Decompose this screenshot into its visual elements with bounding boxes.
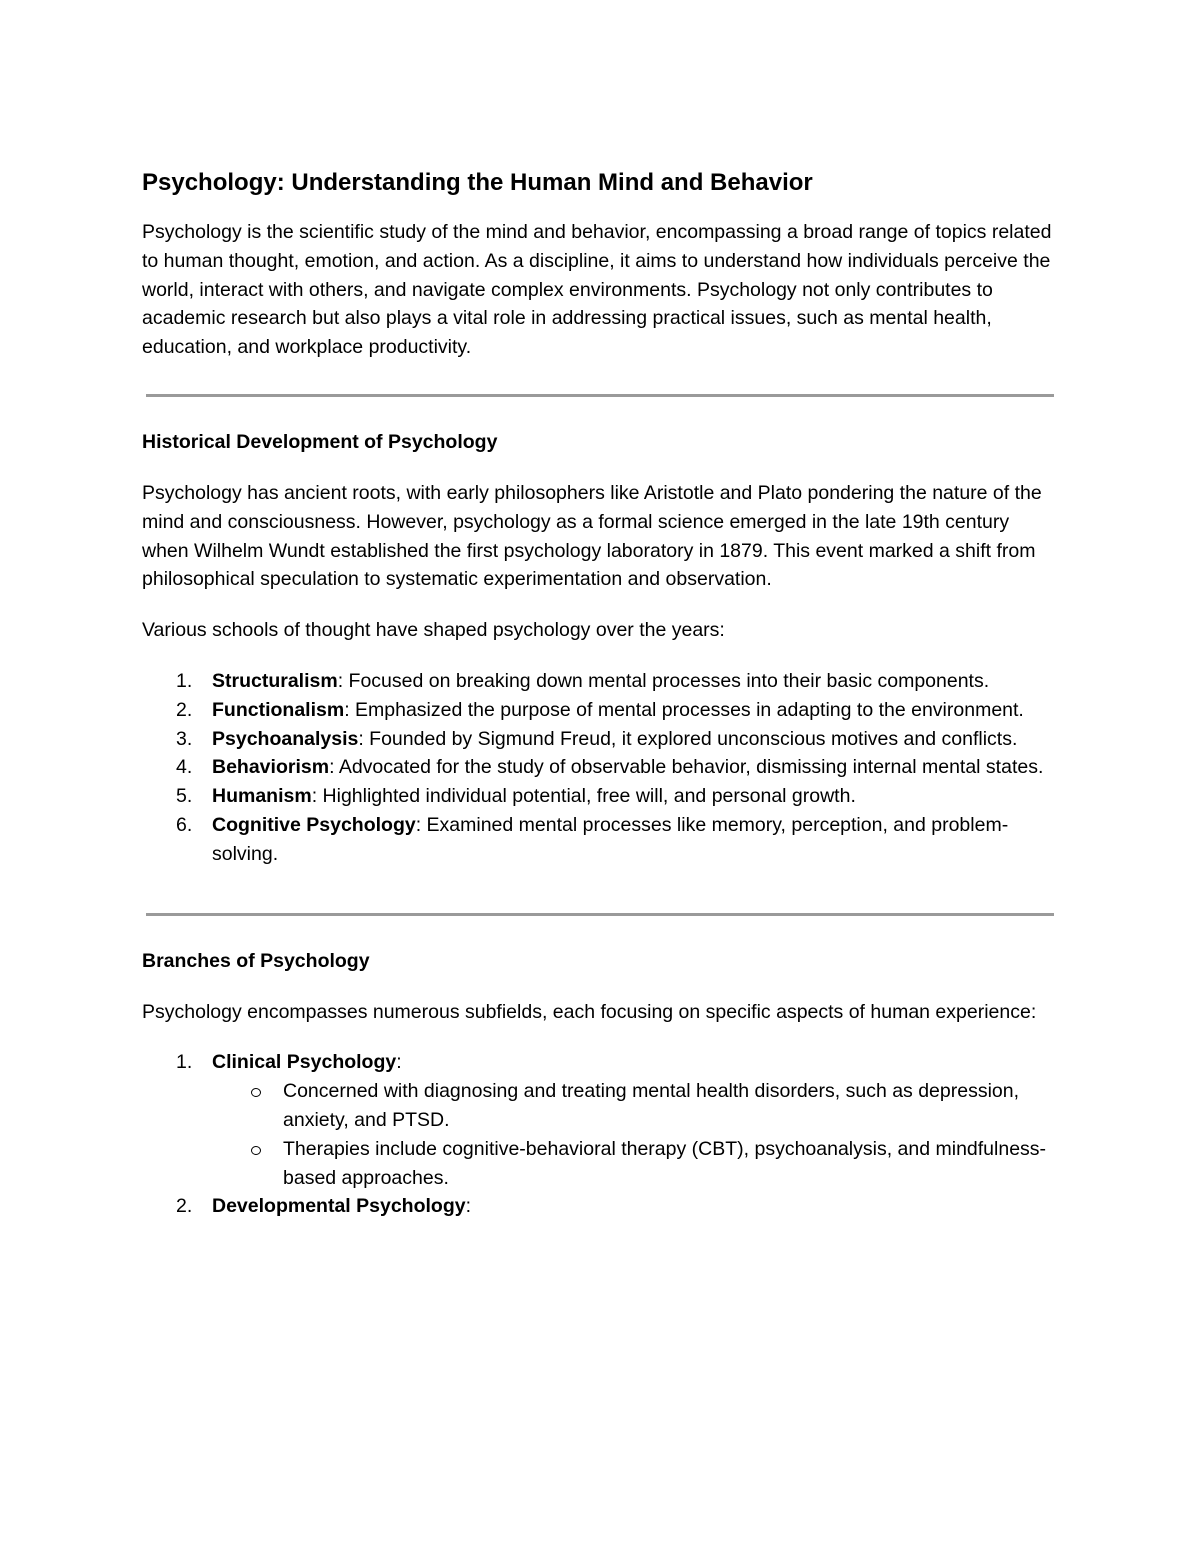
list-term: Developmental Psychology [212, 1195, 466, 1218]
section-divider [146, 394, 1054, 397]
list-item [142, 667, 1054, 696]
list-term: Humanism [212, 785, 312, 808]
section-divider [146, 913, 1054, 916]
list-text: : Advocated for the study of observable behavior, dismissing internal mental states. [329, 756, 1044, 779]
list-item [142, 811, 1054, 869]
sub-item-text: Therapies include cognitive-behavioral therapy (CBT), psychoanalysis, and mindfulness-based approaches. [283, 1137, 1047, 1189]
list-suffix: : [465, 1195, 471, 1218]
list-number: 3. [176, 727, 193, 750]
schools-intro: Various schools of thought have shaped psychology over the years: [142, 619, 725, 642]
hollow-bullet-icon [251, 1146, 261, 1155]
list-term: Functionalism [212, 698, 345, 721]
list-number: 4. [176, 756, 193, 779]
branches-list [142, 1048, 1054, 1221]
list-term: Structuralism [212, 669, 338, 692]
list-number: 2. [176, 698, 193, 721]
list-number: 2. [176, 1195, 193, 1218]
branches-heading: Branches of Psychology [142, 949, 370, 972]
list-item [142, 725, 1054, 754]
list-item [142, 753, 1054, 782]
list-text: : Emphasized the purpose of mental processes in adapting to the environment. [344, 698, 1024, 721]
list-item [142, 696, 1054, 725]
list-item [142, 1048, 1054, 1192]
list-number: 1. [176, 669, 193, 692]
history-heading: Historical Development of Psychology [142, 430, 498, 453]
list-term: Cognitive Psychology [212, 813, 416, 836]
schools-list [142, 667, 1054, 869]
intro-paragraph: Psychology is the scientific study of the mind and behavior, encompassing a broad range of topics related to human thought, emotion, and action. As a discipline, it aims to understand how individuals perceive the world, interact with others, and navigate complex environments. Psychology not only contributes to academic research but also plays a vital role in addressing practical issues, such as mental health, education, and workplace productivity. [142, 221, 1052, 359]
list-text: : Highlighted individual potential, free will, and personal growth. [311, 785, 856, 808]
list-number: 1. [176, 1051, 193, 1074]
list-item [142, 782, 1054, 811]
list-item [142, 1192, 1054, 1221]
page-title: Psychology: Understanding the Human Mind and Behavior [142, 169, 813, 196]
history-paragraph: Psychology has ancient roots, with early philosophers like Aristotle and Plato pondering the nature of the mind and consciousness. However, psychology as a formal science emerged in the late 19th century when Wilhelm Wundt established the first psychology laboratory in 1879. This event marked a shift from philosophical speculation to systematic experimentation and observation. [142, 481, 1042, 591]
sub-list [212, 1077, 1054, 1192]
sub-item-text: Concerned with diagnosing and treating mental health disorders, such as depression, anxiety, and PTSD. [283, 1080, 1020, 1131]
list-term: Clinical Psychology [212, 1051, 397, 1074]
sub-list-item [212, 1135, 1054, 1193]
list-text: : Founded by Sigmund Freud, it explored unconscious motives and conflicts. [358, 727, 1018, 750]
list-text: : Focused on breaking down mental processes into their basic components. [337, 669, 990, 692]
list-term: Behaviorism [212, 756, 330, 779]
list-suffix: : [396, 1051, 402, 1074]
hollow-bullet-icon [251, 1088, 261, 1097]
list-text: : Examined mental processes like memory, perception, and problem-solving. [212, 813, 1009, 865]
list-term: Psychoanalysis [212, 727, 359, 750]
branches-intro: Psychology encompasses numerous subfields, each focusing on specific aspects of human experience: [142, 1000, 1037, 1023]
list-number: 6. [176, 813, 193, 836]
document-page [142, 166, 1054, 1221]
list-number: 5. [176, 785, 193, 808]
sub-list-item [212, 1077, 1054, 1135]
